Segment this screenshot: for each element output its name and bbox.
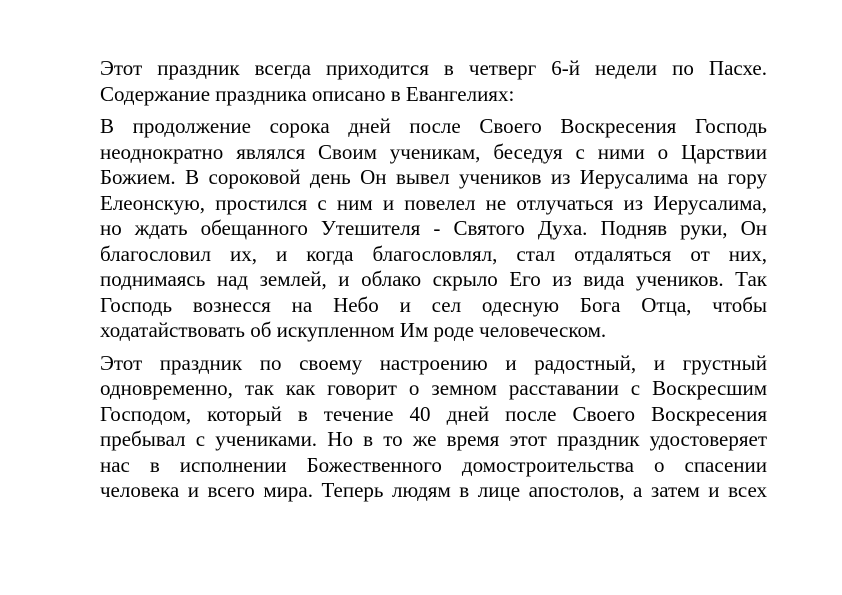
- text-line: Содержание праздника описано в Евангелиях:: [100, 81, 515, 106]
- text-line: нас в исполнении Божественного домостроительства о спасении: [100, 452, 767, 477]
- text-line: Господом, который в течение 40 дней после Своего Воскресения: [100, 401, 767, 426]
- paragraph-1: [100, 56, 767, 107]
- text-line: Господь вознесся на Небо и сел одесную Бога Отца, чтобы: [100, 292, 767, 317]
- document-page: [100, 56, 767, 511]
- text-line: ходатайствовать об искупленном Им роде человеческом.: [100, 318, 607, 342]
- text-line: человека и всего мира. Теперь людям в лице апостолов, а затем и всех: [100, 478, 767, 502]
- paragraph-2: [100, 114, 767, 344]
- text-line: Этот праздник по своему настроению и радостный, и грустный: [100, 350, 767, 375]
- text-line: неоднократно являлся Своим ученикам, беседуя с ними о Царствии: [100, 139, 767, 164]
- text-line: В продолжение сорока дней после Своего Воскресения Господь: [100, 114, 767, 138]
- text-line: пребывал с учениками. Но в то же время этот праздник удостоверяет: [100, 427, 767, 451]
- text-line: поднимаясь над землей, и облако скрыло Его из вида учеников. Так: [100, 267, 767, 291]
- text-line: но ждать обещанного Утешителя - Святого Духа. Подняв руки, Он: [100, 216, 767, 240]
- text-line: благословил их, и когда благословлял, стал отдаляться от них,: [100, 241, 767, 266]
- text-line: Елеонскую, простился с ним и повелел не отлучаться из Иерусалима,: [100, 190, 767, 215]
- text-line: Божием. В сороковой день Он вывел учеников из Иерусалима на гору: [100, 165, 767, 189]
- text-line: Этот праздник всегда приходится в четверг 6-й недели по Пасхе.: [100, 56, 767, 80]
- text-line: одновременно, так как говорит о земном расставании с Воскресшим: [100, 376, 767, 400]
- paragraph-3: [100, 351, 767, 504]
